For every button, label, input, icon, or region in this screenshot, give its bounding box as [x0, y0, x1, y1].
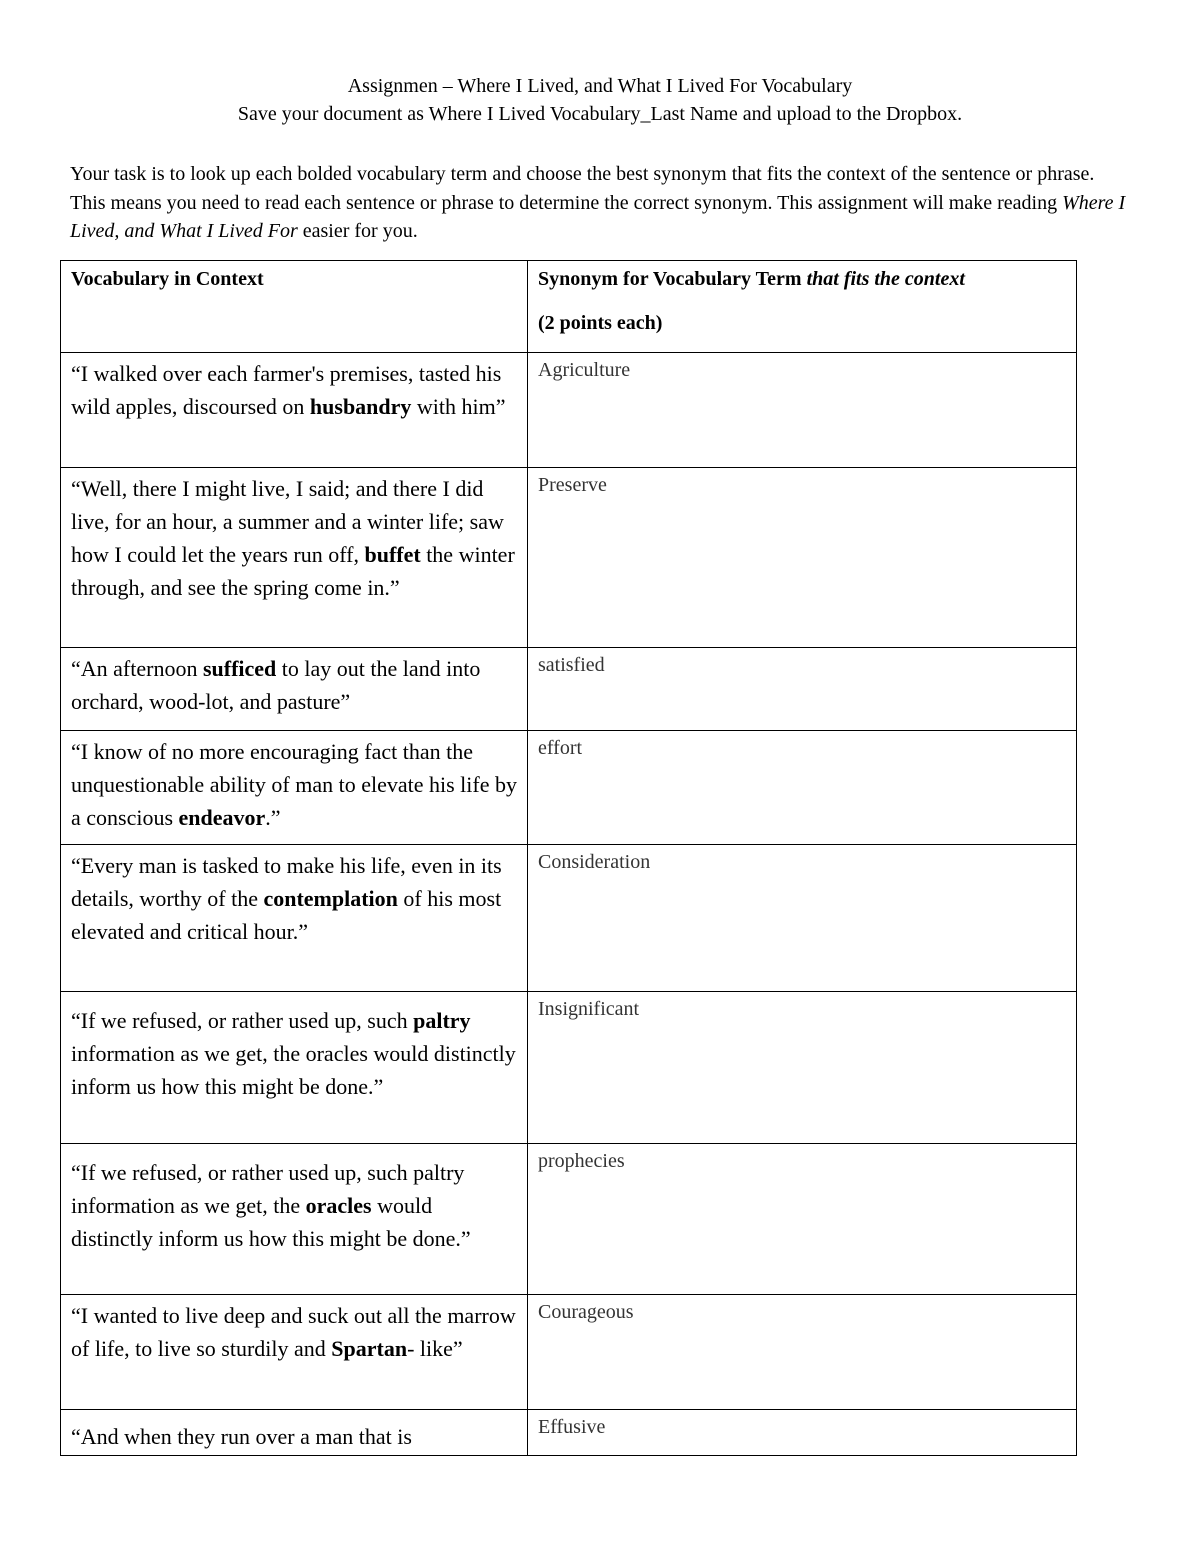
table-row — [61, 1410, 1077, 1456]
answer-cell[interactable]: Insignificant — [528, 992, 1077, 1144]
synonym-header-text: Synonym for Vocabulary Term — [538, 268, 807, 290]
table-row — [61, 353, 1077, 468]
table-row — [61, 845, 1077, 992]
intro-title-italic: Where I Lived, and What I Lived For — [70, 191, 1126, 242]
context-cell: “I walked over each farmer's premises, tasted his wild apples, discoursed on husbandry with him” — [61, 353, 528, 468]
table-header-row — [61, 261, 1077, 353]
points-label: (2 points each) — [538, 312, 663, 334]
context-cell: “If we refused, or rather used up, such paltry information as we get, the oracles would distinctly inform us how this might be done.” — [61, 992, 528, 1144]
context-cell: “An afternoon sufficed to lay out the land into orchard, wood-lot, and pasture” — [61, 648, 528, 731]
vocab-term: husbandry — [309, 394, 412, 419]
answer-cell[interactable]: prophecies — [528, 1144, 1077, 1295]
vocabulary-table — [60, 260, 1077, 1456]
context-cell: “And when they run over a man that is — [61, 1410, 528, 1456]
intro-text-end: easier for you. — [297, 220, 418, 242]
vocab-term: Spartan — [331, 1336, 408, 1361]
vocab-term: paltry — [413, 1008, 471, 1033]
context-cell: “Every man is tasked to make his life, even in its details, worthy of the contemplation of his most elevated and critical hour.” — [61, 845, 528, 992]
answer-cell[interactable]: effort — [528, 731, 1077, 845]
context-cell: “Well, there I might live, I said; and there I did live, for an hour, a summer and a winter life; saw how I could let the years run off, buffet the winter through, and see the spring come in.” — [61, 468, 528, 648]
context-cell: “I wanted to live deep and suck out all the marrow of life, to live so sturdily and Spartan- like” — [61, 1295, 528, 1410]
table-row — [61, 648, 1077, 731]
table-row — [61, 1144, 1077, 1295]
vocab-term: buffet — [364, 542, 421, 567]
column-header-context: Vocabulary in Context — [61, 261, 528, 353]
vocab-term: oracles — [305, 1193, 372, 1218]
context-cell: “I know of no more encouraging fact than the unquestionable ability of man to elevate his life by a conscious endeavor.” — [61, 731, 528, 845]
intro-text: Your task is to look up each bolded vocabulary term and choose the best synonym that fits the context of the sentence or phrase. This means you need to read each sentence or phrase to determine the correct synonym. This assignment will make reading — [70, 163, 1095, 214]
answer-cell[interactable]: Agriculture — [528, 353, 1077, 468]
table-row — [61, 731, 1077, 845]
assignment-title: Assignmen – Where I Lived, and What I Lived For Vocabulary — [347, 75, 853, 97]
answer-cell[interactable]: Preserve — [528, 468, 1077, 648]
answer-cell[interactable]: Courageous — [528, 1295, 1077, 1410]
save-instructions: Save your document as Where I Lived Vocabulary_Last Name and upload to the Dropbox. — [237, 103, 963, 125]
table-row — [61, 468, 1077, 648]
answer-cell[interactable]: Consideration — [528, 845, 1077, 992]
task-description — [70, 160, 1130, 246]
context-cell: “If we refused, or rather used up, such paltry information as we get, the oracles would distinctly inform us how this might be done.” — [61, 1144, 528, 1295]
table-row — [61, 992, 1077, 1144]
answer-cell[interactable]: Effusive — [528, 1410, 1077, 1456]
answer-cell[interactable]: satisfied — [528, 648, 1077, 731]
vocab-term: endeavor — [178, 805, 266, 830]
vocab-term: sufficed — [202, 656, 277, 681]
synonym-header-italic: that fits the context — [806, 268, 965, 290]
document-header — [0, 72, 1200, 128]
table-row — [61, 1295, 1077, 1410]
vocab-term: contemplation — [263, 886, 398, 911]
column-header-synonym — [528, 261, 1077, 353]
